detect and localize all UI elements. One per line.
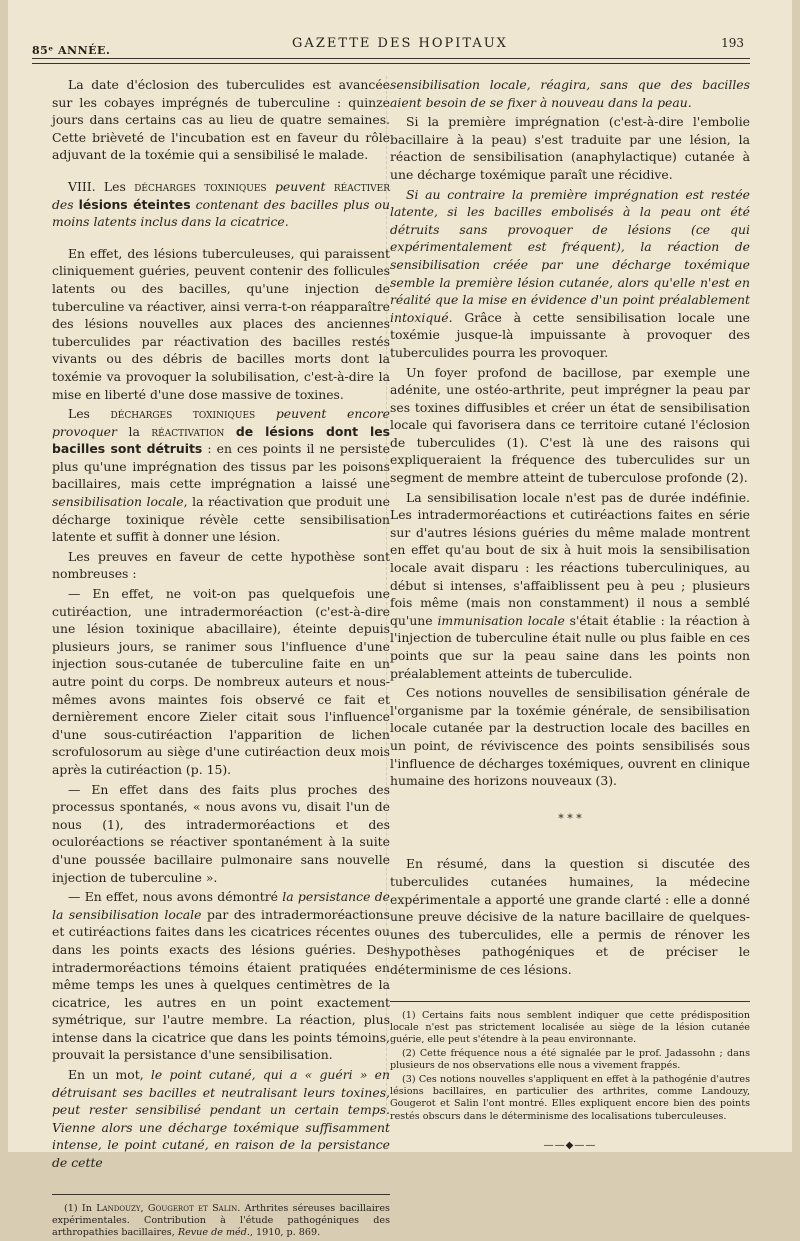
section-asterism: * * * xyxy=(558,811,582,825)
footnote-rule xyxy=(52,1194,390,1195)
left-column xyxy=(52,76,390,1241)
paragraph: La sensibilisation locale n'est pas de durée indéfinie. Les intradermoréactions et cutiréactions faites en série sur d'autres lésions guéries du même malade montrent en effet qu'au bout de six à huit mois la sensibilisation locale avait disparu : les réactions tuberculiniques, au début si intenses, s'affaiblissent peu à peu ; plusieurs fois même (mais non constamment) il nous a semblé qu'une immunisation locale s'était établie : la réaction à l'injection de tuberculine était nulle ou plus faible en ces points que sur la peau saine dans les points non préalablement atteints de tuberculide. xyxy=(390,489,750,681)
paragraph: En un mot, le point cutané, qui a « guéri » en détruisant ses bacilles et neutralisant leurs toxines, peut rester sensibilisé pendant un certain temps. Vienne alors une décharge toxémique suffisamment intense, le point cutané, en raison de la persistance de cette xyxy=(52,1067,390,1171)
paragraph: Si au contraire la première imprégnation est restée latente, si les bacilles embolisés à la peau ont été détruits sans provoquer de lésions (ce qui expérimentalement est fréquent), la réaction de sensibilisation créée par une décharge toxémique semble la première lésion cutanée, alors qu'elle n'est en réalité que la mise en évidence d'un point préalablement intoxiqué. Grâce à cette sensibilisation locale une toxémie jusque-là impuissante à provoquer des tuberculides pourra les provoquer. xyxy=(390,186,750,360)
paragraph: En effet, des lésions tuberculeuses, qui paraissent cliniquement guéries, peuvent contenir des follicules latents ou des bacilles, qu'une injection de tuberculine va réactiver, ainsi verra-t-on réapparaître des lésions nouvelles aux places des anciennes tuberculides par réactivation des bacilles restés vivants ou des débris de bacilles morts dont la toxémie va provoquer la solubilisation, c'est-à-dire la mise en liberté d'une dose massive de toxines. xyxy=(52,245,390,402)
end-ornament: ——◆—— xyxy=(543,1140,597,1152)
paragraph: sensibilisation locale, réagira, sans que des bacilles aient besoin de se fixer à nouveau dans la peau. xyxy=(390,77,750,110)
header-rule-top xyxy=(32,58,750,59)
footnote: (3) Ces notions nouvelles s'appliquent en effet à la pathogénie d'autres lésions bacillaires, en particulier des arthrites, comme Landouzy, Gougerot et Salin l'ont montré. Elles expliquent encore bien des points restés obscurs dans le déterminisme des localisations tuberculeuses. xyxy=(390,1073,750,1122)
page-number: 193 xyxy=(721,36,744,50)
paragraph: — En effet dans des faits plus proches des processus spontanés, « nous avons vu, disait l'un de nous (1), des intradermoréactions et des oculoréactions se réactiver spontanément à la suite d'une poussée bacillaire pulmonaire sans nouvelle injection de tuberculine ». xyxy=(52,781,390,885)
footnote: (1) Certains faits nous semblent indiquer que cette prédisposition locale n'est pas strictement localisée au siège de la lésion cutanée guérie, elle peut s'étendre à la peau environnante. xyxy=(390,1009,750,1046)
right-column xyxy=(390,76,750,1155)
journal-title: GAZETTE DES HOPITAUX xyxy=(292,36,508,51)
paragraph: Les décharges toxiniques peuvent encore provoquer la réactivation de lésions dont les bacilles sont détruits : en ces points il ne persiste plus qu'une imprégnation des tissus par les poisons bacillaires, mais cette imprégnation a laissé une sensibilisation locale, la réactivation que produit une décharge toxinique révèle cette sensibilisation latente et suffit à donner une lésion. xyxy=(52,406,390,545)
paragraph: — En effet, nous avons démontré la persistance de la sensibilisation locale par des intradermoréactions et cutiréactions faites dans les cicatrices récentes ou dans les points exacts des lésions guéries. Des intradermoréactions témoins étaient pratiquées en même temps les unes à quelques centimètres de la cicatrice, les autres en un point exactement symétrique, sur l'autre membre. La réaction, plus intense dans la cicatrice que dans les points témoins, prouvait la persistance d'une sensibilisation. xyxy=(52,889,390,1063)
paragraph: Si la première imprégnation (c'est-à-dire l'embolie bacillaire à la peau) s'est traduite par une lésion, la réaction de sensibilisation (anaphylactique) cutanée à une décharge toxémique paraît une récidive. xyxy=(390,114,750,182)
footnotes-left xyxy=(52,1203,390,1240)
footnote: (2) Cette fréquence nous a été signalée par le prof. Jadassohn ; dans plusieurs de nos observations elle nous a vivement frappés. xyxy=(390,1047,750,1072)
paragraph: Les preuves en faveur de cette hypothèse sont nombreuses : xyxy=(52,548,390,582)
footnote-rule xyxy=(390,1001,750,1002)
header-rule-bottom xyxy=(32,63,750,64)
paragraph: — En effet, ne voit-on pas quelquefois une cutiréaction, une intradermoréaction (c'est-à-dire une lésion toxinique abacillaire), éteinte depuis plusieurs jours, se ranimer sous l'influence d'une injection sous-cutanée de tuberculine faite en un autre point du corps. De nombreux auteurs et nous-mêmes avons maintes fois observé ce fait et dernièrement encore Zieler citait sous l'influence d'une sous-cutiréaction l'apparition de lichen scrofulosorum au siège d'une cutiréaction deux mois après la cutiréaction (p. 15). xyxy=(52,586,390,777)
paragraph: La date d'éclosion des tuberculides est avancée sur les cobayes imprégnés de tuberculine : quinze jours dans certains cas au lieu de quatre semaines. Cette brièveté de l'incubation est en faveur du rôle adjuvant de la toxémie qui a sensibilisé le malade. xyxy=(52,77,390,163)
journal-page xyxy=(8,0,792,1239)
paragraph: Un foyer profond de bacillose, par exemple une adénite, une ostéo-arthrite, peut imprégner la peau par ses toxines diffusibles et créer un état de sensibilisation locale qui favorisera dans ce territoire cutané l'éclosion de tuberculides (1). C'est là une des raisons qui expliqueraient la fréquence des tuberculides sur un segment de membre atteint de tuberculose profonde (2). xyxy=(390,364,750,486)
paragraph: Ces notions nouvelles de sensibilisation générale de l'organisme par la toxémie générale, de sensibilisation locale cutanée par la destruction locale des bacilles en un point, de réviviscence des points sensibilisés sous l'influence de décharges toxémiques, ouvrent en clinique humaine des horizons nouveaux (3). xyxy=(390,685,750,789)
footnotes-right xyxy=(390,1010,750,1124)
section-heading-viii: VIII. Les décharges toxiniques peuvent réactiver des lésions éteintes contenant des bacilles plus ou moins latents inclus dans la cicatrice. xyxy=(52,178,390,230)
paragraph: En résumé, dans la question si discutée des tuberculides cutanées humaines, la médecine expérimentale a apporté une grande clarté : elle a donné une preuve décisive de la nature bacillaire de quelques-unes des tuberculides, elle a permis de rénover les hypothèses pathogéniques et de préciser le déterminisme de ces lésions. xyxy=(390,856,750,977)
volume-year: 85ᵉ ANNÉE. xyxy=(32,44,111,57)
footnote: (1) In Landouzy, Gougerot et Salin. Arthrites séreuses bacillaires expérimentales. Contribution à l'étude pathogéniques des arthropathies bacillaires, Revue de méd., 1910, p. 869. xyxy=(52,1202,390,1239)
